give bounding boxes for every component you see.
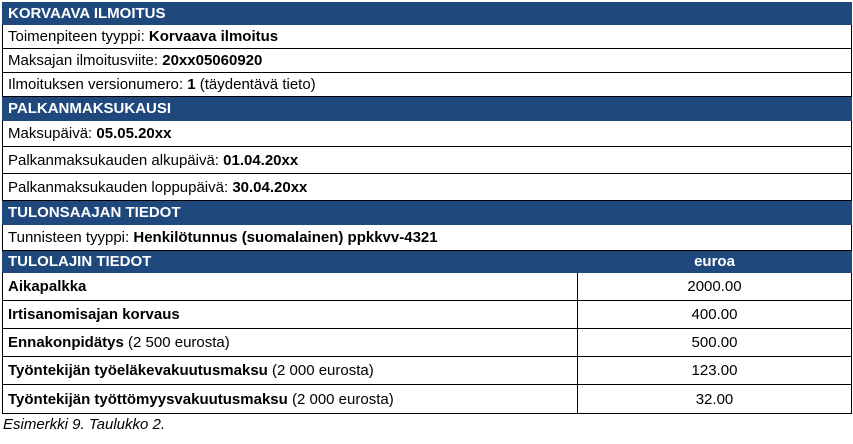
- field-value: 20xx05060920: [162, 52, 263, 69]
- info-row-alkupaiva: [3, 147, 852, 174]
- section-header-tulonsaajan-tiedot: [3, 201, 852, 225]
- field-label: Tunnisteen tyyppi:: [8, 229, 130, 246]
- info-row-loppupaiva: [3, 174, 852, 201]
- income-row: [3, 357, 852, 385]
- field-suffix: (täydentävä tieto): [199, 76, 316, 93]
- field-label: Palkanmaksukauden alkupäivä:: [8, 151, 219, 169]
- income-type-note: (2 000 eurosta): [291, 390, 394, 408]
- section-title: TULONSAAJAN TIEDOT: [3, 201, 852, 225]
- info-row-versionumero: [3, 73, 852, 97]
- field-value: Henkilötunnus (suomalainen) ppkkvv-4321: [133, 229, 438, 246]
- income-type-note: (2 000 eurosta): [272, 362, 374, 379]
- income-amount: 32.00: [578, 385, 852, 414]
- income-type-name: Ennakonpidätys: [8, 334, 124, 351]
- field-value: 30.04.20xx: [232, 178, 308, 196]
- income-type-name: Työntekijän työeläkevakuutusmaksu: [8, 362, 268, 379]
- field-value: 05.05.20xx: [96, 125, 172, 142]
- field-label: Maksupäivä:: [8, 125, 93, 142]
- field-label: Palkanmaksukauden loppupäivä:: [8, 178, 229, 196]
- income-type-name: Irtisanomisajan korvaus: [8, 306, 180, 323]
- income-row: [3, 273, 852, 301]
- section-title: PALKANMAKSUKAUSI: [3, 97, 852, 121]
- income-amount: 2000.00: [578, 273, 852, 301]
- income-row: [3, 385, 852, 414]
- field-label: Toimenpiteen tyyppi:: [8, 28, 145, 45]
- info-row-maksupaiva: [3, 121, 852, 147]
- field-value: 01.04.20xx: [223, 151, 299, 169]
- section-header-korvaava-ilmoitus: [3, 3, 852, 25]
- income-amount: 500.00: [578, 329, 852, 357]
- info-row-tunnisteen-tyyppi: [3, 225, 852, 251]
- income-amount: 123.00: [578, 357, 852, 385]
- table-caption: Esimerkki 9. Taulukko 2.: [3, 416, 166, 433]
- section-title: KORVAAVA ILMOITUS: [3, 3, 852, 25]
- income-type-name: Aikapalkka: [8, 278, 87, 295]
- section-header-tulolajin-tiedot: [3, 251, 852, 273]
- info-row-ilmoitusviite: [3, 49, 852, 73]
- field-label: Maksajan ilmoitusviite:: [8, 52, 159, 69]
- info-row-toimenpiteen-tyyppi: [3, 25, 852, 49]
- field-label: Ilmoituksen versionumero:: [8, 76, 184, 93]
- section-title: TULOLAJIN TIEDOT: [3, 251, 578, 273]
- unit-header: euroa: [578, 251, 852, 273]
- replacement-report-table: [2, 2, 852, 414]
- income-type-name: Työntekijän työttömyysvakuutusmaksu: [8, 390, 288, 408]
- income-row: [3, 329, 852, 357]
- field-value: Korvaava ilmoitus: [148, 28, 279, 45]
- income-amount: 400.00: [578, 301, 852, 329]
- section-header-palkanmaksukausi: [3, 97, 852, 121]
- field-value: 1: [187, 76, 196, 93]
- income-row: [3, 301, 852, 329]
- income-type-note: (2 500 eurosta): [128, 334, 230, 351]
